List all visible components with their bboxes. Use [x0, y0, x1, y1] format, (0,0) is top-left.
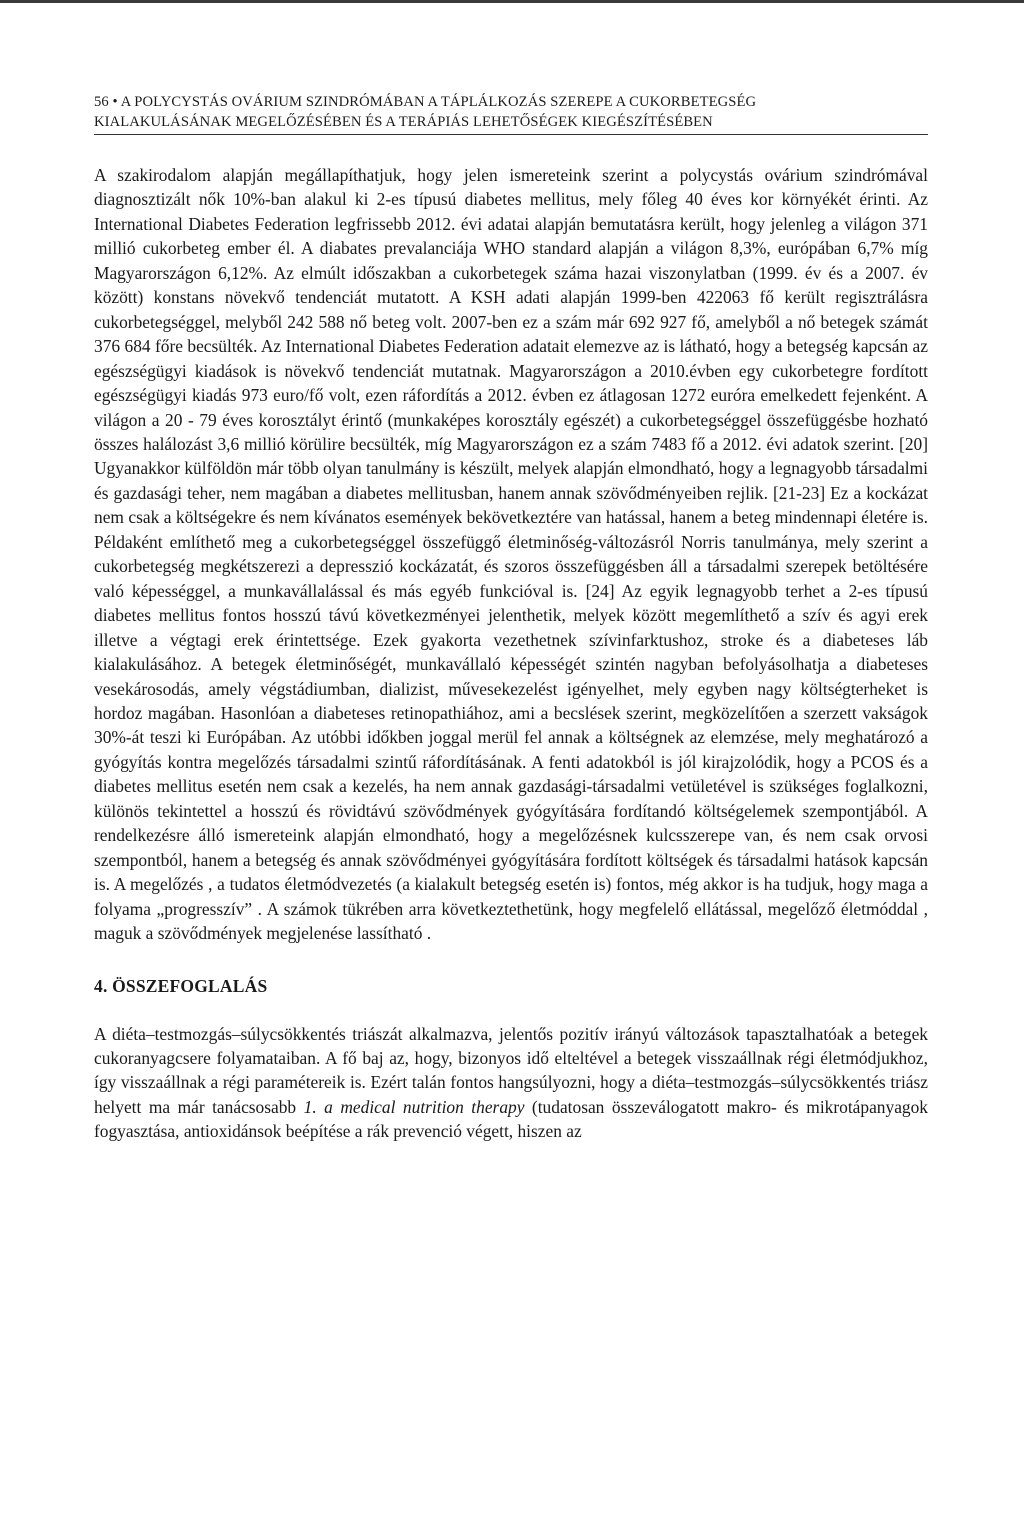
page-number: 56	[94, 94, 109, 110]
bullet-icon: •	[112, 94, 118, 110]
body-paragraph-1: A szakirodalom alapján megállapíthatjuk, hogy jelen ismereteink szerint a polycystás ovárium szindrómával diagnosztizált nők 10%-ban alakul ki 2-es típusú diabetes mellitus, mely főleg 40 éves kor környékét érinti. Az International Diabetes Federation legfrissebb 2012. évi adatai alapján bemutatásra került, hogy jelenleg a világon 371 millió cukorbeteg ember él. A diabates prevalanciája WHO standard alapján a világon 8,3%, európában 6,7% míg Magyarországon 6,12%. Az elmúlt időszakban a cukorbetegek száma hazai viszonylatban (1999. év és a 2007. év között) konstans növekvő tendenciát mutatott. A KSH adati alapján 1999-ben 422063 fő került regisztrálásra cukorbetegséggel, melyből 242 588 nő beteg volt. 2007-ben ez a szám már 692 927 fő, amelyből a nő betegek számát 376 684 főre becsülték. Az International Diabetes Federation adatait elemezve az is látható, hogy a betegség kapcsán az egészségügyi kiadások is növekvő tendenciát mutatnak. Magyarországon a 2010.évben egy cukorbetegre fordított egészségügyi kiadás 973 euro/fő volt, ezen ráfordítás a 2012. évben ez átlagosan 1272 euróra emelkedett fejenként. A világon a 20 - 79 éves korosztályt érintő (munkaképes korosztály egészét) a cukorbetegséggel összefüggésbe hozható összes halálozást 3,6 millió körülire becsülték, míg Magyarországon ez a szám 7483 fő a 2012. évi adatok szerint. [20] Ugyanakkor külföldön már több olyan tanulmány is készült, melyek alapján elmondható, hogy a legnagyobb társadalmi és gazdasági teher, nem magában a diabetes mellitusban, hanem annak szövődményeiben rejlik. [21-23] Ez a kockázat nem csak a költségekre és nem kívánatos események bekövetkeztére van hatással, hanem a beteg mindennapi életére is. Példaként említhető meg a cukorbetegséggel összefüggő életminőség-változásról Norris tanulmánya, mely szerint a cukorbetegség megkétszerezi a depresszió kockázatát, és szoros összefüggésben áll a társadalmi szerepek betöltésére való képességgel, a munkavállalással és más egyéb funkcióval is. [24] Az egyik legnagyobb terhet a 2-es típusú diabetes mellitus fontos hosszú távú következményei jelenthetik, melyek között megemlíthető a szív és agyi erek illetve a végtagi erek érintettsége. Ezek gyakorta vezethetnek szívinfarktushoz, stroke és a diabeteses láb kialakulásához. A betegek életminőségét, munkavállaló képességét szintén nagyban befolyásolhatja a diabeteses vesekárosodás, amely végstádiumban, dializist, művesekezelést igényelhet, mely egyben nagy költségterheket is hordoz magában. Hasonlóan a diabeteses retinopathiához, ami a becslések szerint, megközelítően a szerzett vakságok 30%-át teszi ki Európában. Az utóbbi időkben joggal merül fel annak a költségnek az elemzése, mely meghatározó a gyógyítás kontra megelőzés társadalmi szintű ráfordításának. A fenti adatokból is jól kirajzolódik, hogy a PCOS és a diabetes mellitus esetén nem csak a kezelés, ha nem annak gazdasági-társadalmi vetületével is szükséges foglalkozni, különös tekintettel a hosszú és rövidtávú szövődmények gyógyítására fordítandó költségelemek szempontjából. A rendelkezésre álló ismereteink alapján elmondható, hogy a megelőzésnek kulcsszerepe van, és nem csak orvosi szempontból, hanem a betegség és annak szövődményei gyógyítására fordított költségek és társadalmi hatások kapcsán is. A megelőzés , a tudatos életmódvezetés (a kialakult betegség esetén is) fontos, még akkor is ha tudjuk, hogy maga a folyama „progresszív” . A számok tükrében arra következtethetünk, hogy megfelelő ellátással, megelőző életmóddal , maguk a szövődmények megjelenése lassítható .	[94, 165, 928, 944]
page-content	[94, 92, 928, 1144]
running-header	[94, 92, 928, 135]
paragraph-2-text-start: A diéta–testmozgás–súlycsökkentés triászát alkalmazva, jelentős pozitív irányú változások tapasztalhatóak a betegek cukoranyagcsere folyamataiban. A fő baj az, hogy, bizonyos idő elteltével a betegek visszaállnak régi életmódjukhoz, így visszaállnak a régi paramétereik is. Ezért talán fontos hangsúlyozni, hogy a diéta–testmozgás–súlycsökkentés triász helyett ma már tanácsosabb	[94, 1023, 928, 1117]
paragraph-2-italic-term: 1. a medical nutrition therapy	[303, 1096, 525, 1117]
header-title-line-1: A POLYCYSTÁS OVÁRIUM SZINDRÓMÁBAN A TÁPLÁLKOZÁS SZEREPE A CUKORBETEGSÉG	[120, 94, 757, 110]
section-heading: 4. ÖSSZEFOGLALÁS	[94, 975, 268, 996]
header-title-line-2: KIALAKULÁSÁNAK MEGELŐZÉSÉBEN ÉS A TERÁPIÁS LEHETŐSÉGEK KIEGÉSZÍTÉSÉBEN	[94, 114, 713, 130]
top-border-rule	[0, 0, 1024, 3]
paragraph-2-text-end: (tudatosan összeválogatott makro- és mikrotápanyagok fogyasztása, antioxidánsok beépítése a rák prevenció végett, hiszen az	[94, 1096, 928, 1142]
body-paragraph-2	[94, 1022, 928, 1144]
running-header-line-1	[94, 92, 928, 112]
